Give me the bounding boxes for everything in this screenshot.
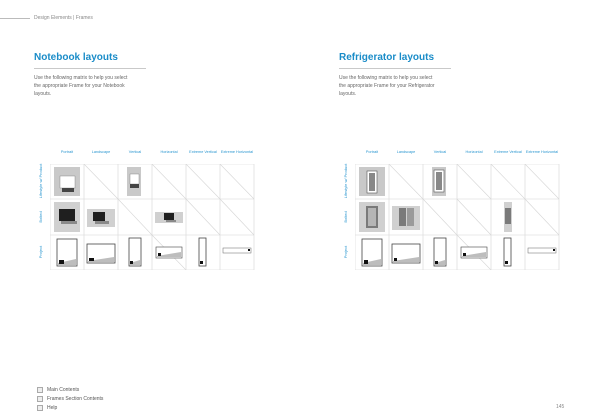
refrigerator-section — [339, 52, 600, 98]
section-description: Use the following matrix to help you select the appropriate Frame for your Notebook layouts. — [34, 75, 128, 97]
link-label: Help — [47, 405, 58, 411]
link-label: Frames Section Contents — [47, 396, 104, 402]
project-landscape-thumb — [87, 244, 115, 263]
title-rule — [339, 68, 451, 69]
project-landscape-thumb — [392, 244, 420, 263]
column-header-vertical: Vertical — [433, 150, 447, 154]
title-rule — [34, 68, 146, 69]
section-contents-icon — [37, 396, 43, 402]
link-label: Main Contents — [47, 387, 80, 393]
page-number: 145 — [556, 404, 565, 410]
row-labels — [34, 164, 50, 270]
notebook-section — [34, 52, 304, 98]
project-vertical-thumb — [129, 238, 141, 266]
column-header-landscape: Landscape — [91, 150, 111, 154]
main-contents-link[interactable] — [37, 386, 103, 394]
column-headers — [355, 150, 595, 164]
frame-grid — [50, 164, 290, 270]
bolted-portrait-thumb — [54, 202, 80, 232]
column-header-extreme-horizontal: Extreme Horizontal — [220, 150, 254, 154]
lifestyle-vertical-thumb — [432, 167, 446, 196]
project-vertical-thumb — [434, 238, 446, 266]
lifestyle-portrait-thumb — [54, 167, 80, 196]
column-header-landscape: Landscape — [396, 150, 416, 154]
row-label-lifestyle: Lifestyle w/ Product — [37, 163, 43, 199]
contents-icon — [37, 387, 43, 393]
row-label-lifestyle: Lifestyle w/ Product — [342, 163, 348, 199]
project-horizontal-thumb — [156, 247, 182, 258]
frame-grid-drawing — [50, 164, 290, 270]
bolted-extreme-vertical-thumb — [504, 202, 512, 232]
row-label-bolted: Bolted — [37, 211, 43, 223]
bolted-portrait-thumb — [359, 202, 385, 232]
section-title: Refrigerator layouts — [339, 52, 435, 63]
project-extreme-vertical-thumb — [504, 238, 511, 266]
column-header-horizontal: Horizontal — [465, 150, 483, 154]
project-horizontal-thumb — [461, 247, 487, 258]
row-label-project: Project — [342, 245, 348, 259]
project-portrait-thumb — [57, 239, 77, 266]
lifestyle-portrait-thumb — [359, 167, 385, 196]
column-header-extreme-vertical: Extreme Vertical — [189, 150, 217, 154]
bolted-landscape-thumb — [87, 209, 115, 227]
project-extreme-horizontal-thumb — [528, 248, 556, 253]
project-portrait-thumb — [362, 239, 382, 266]
section-description: Use the following matrix to help you select the appropriate Frame for your Refrigerator layouts. — [339, 75, 435, 97]
bolted-horizontal-thumb — [155, 212, 183, 223]
column-header-vertical: Vertical — [128, 150, 142, 154]
project-extreme-horizontal-thumb — [223, 248, 251, 253]
frames-section-contents-link[interactable] — [37, 395, 103, 403]
help-icon — [37, 405, 43, 411]
breadcrumb: Design Elements | Frames — [34, 15, 93, 21]
column-header-extreme-horizontal: Extreme Horizontal — [525, 150, 559, 154]
header-rule — [0, 18, 30, 19]
help-link[interactable] — [37, 404, 103, 412]
frame-grid-drawing — [355, 164, 595, 270]
row-label-project: Project — [37, 245, 43, 259]
footer-navigation — [37, 386, 103, 413]
frame-grid — [355, 164, 595, 270]
column-headers — [50, 150, 290, 164]
column-header-horizontal: Horizontal — [160, 150, 178, 154]
lifestyle-vertical-thumb — [127, 167, 141, 196]
column-header-extreme-vertical: Extreme Vertical — [494, 150, 522, 154]
row-label-bolted: Bolted — [342, 211, 348, 223]
project-extreme-vertical-thumb — [199, 238, 206, 266]
bolted-landscape-thumb — [392, 206, 420, 230]
section-title: Notebook layouts — [34, 52, 118, 63]
column-header-portrait: Portrait — [60, 150, 74, 154]
column-header-portrait: Portrait — [365, 150, 379, 154]
row-labels — [339, 164, 355, 270]
